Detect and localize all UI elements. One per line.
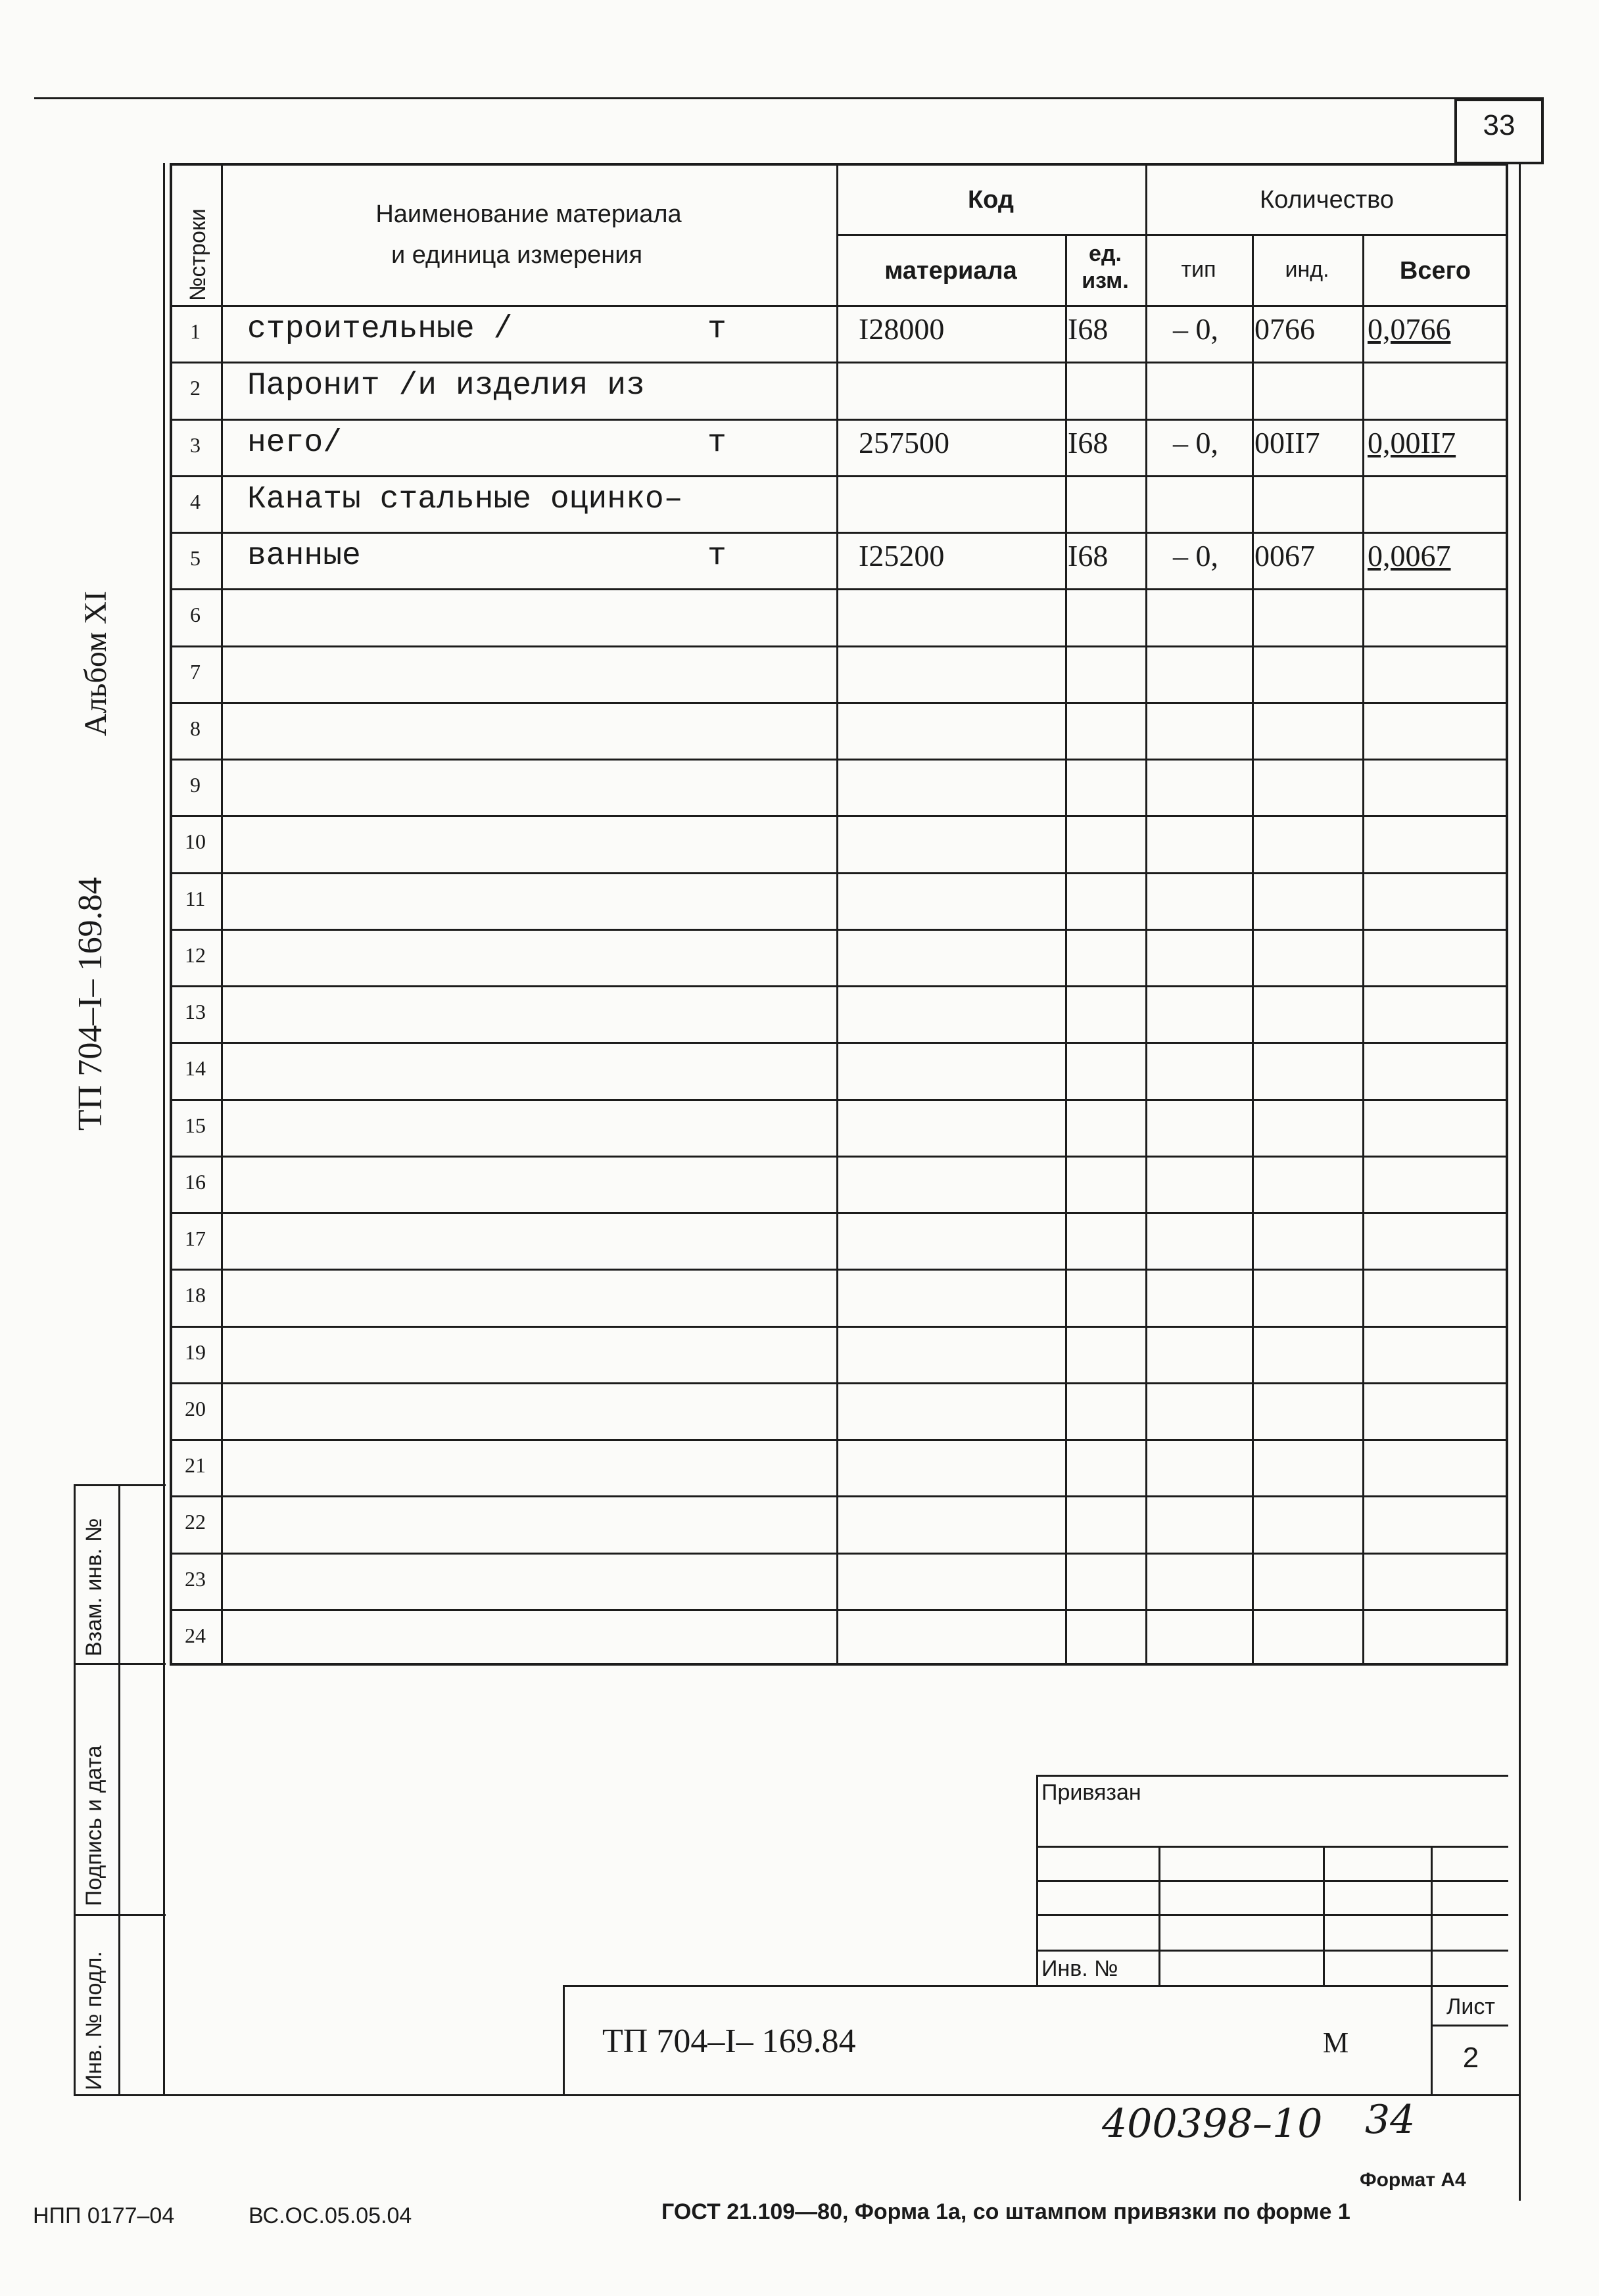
frame-bottom [74,2094,1520,2096]
row-name: Паронит /и изделия из [247,368,645,404]
row-number: 20 [185,1397,206,1420]
stamp-sheet-value: 2 [1462,2042,1479,2074]
row-material-code: 257500 [859,426,949,459]
row-number: 19 [185,1340,206,1364]
row-divider [170,1269,1508,1271]
row-unit-code: I68 [1068,539,1109,573]
row-divider [170,815,1508,817]
frame-left [163,163,165,2096]
row-number: 13 [185,1000,206,1023]
header-name-line2: и единица измерения [391,241,643,269]
row-number: 14 [185,1056,206,1080]
stamp-sheet-label: Лист [1446,1994,1495,2019]
row-unit: т [707,538,727,574]
row-name: него/ [247,425,343,461]
side-album: Альбом XI [78,590,113,736]
format-label: Формат А4 [1360,2169,1466,2191]
footer-left: НПП 0177–04 [33,2203,175,2228]
header-qty-total: Всего [1399,257,1471,285]
row-number: 18 [185,1283,206,1307]
row-divider [170,1495,1508,1497]
row-number: 17 [185,1227,206,1250]
row-number: 22 [185,1510,206,1534]
row-divider [170,419,1508,421]
row-material-code: I25200 [859,539,945,573]
row-number: 1 [190,319,201,343]
row-number: 5 [190,546,201,570]
row-divider [170,985,1508,987]
header-rownum: №строки [185,208,210,301]
row-unit-code: I68 [1068,312,1109,346]
row-divider [170,1212,1508,1214]
header-code-unit: ед. изм. [1082,241,1129,293]
row-number: 12 [185,943,206,967]
header-name-line1: Наименование материала [375,200,682,228]
row-divider [170,588,1508,590]
row-qty-type: – 0, [1173,312,1218,346]
row-divider [170,1042,1508,1044]
row-qty-type: – 0, [1173,426,1218,459]
row-divider [170,1553,1508,1555]
stamp-inv-no: Инв. № [1041,1956,1118,1981]
row-number: 24 [185,1624,206,1647]
row-qty-total: 0,00II7 [1368,426,1456,459]
row-name: строительные / [247,312,513,347]
row-qty-total: 0,0067 [1368,539,1451,573]
handwritten-page: 34 [1365,2097,1416,2143]
row-divider [170,475,1508,477]
row-number: 15 [185,1113,206,1137]
page-number: 33 [1483,109,1515,141]
side-vzam: Взам. инв. № [82,1518,107,1656]
stamp-doc-code: ТП 704–I– 169.84 [602,2023,856,2060]
row-divider [170,1099,1508,1101]
row-divider [170,532,1508,534]
row-divider [170,1609,1508,1611]
row-divider [170,929,1508,931]
row-qty-ind: 00II7 [1254,426,1320,459]
row-name: ванные [247,538,361,574]
row-number: 4 [190,490,201,513]
row-unit: т [707,312,727,347]
footer-mid: ВС.ОС.05.05.04 [249,2203,412,2228]
side-doc-code: ТП 704–I– 169.84 [72,877,109,1131]
row-divider [170,1326,1508,1328]
row-qty-ind: 0766 [1254,312,1315,346]
row-divider [170,872,1508,874]
row-divider [170,645,1508,647]
row-number: 8 [190,716,201,740]
row-number: 6 [190,603,201,626]
row-number: 10 [185,830,206,853]
row-qty-type: – 0, [1173,539,1218,573]
header-code-material: материала [884,257,1017,285]
frame-right [1519,163,1521,2201]
footer-right: ГОСТ 21.109—80, Форма 1а, со штампом привязки по форме 1 [661,2199,1350,2224]
header-qty-type: тип [1181,257,1216,282]
frame-top [34,97,1544,99]
stamp-letter: М [1323,2027,1349,2059]
header-qty-ind: инд. [1285,257,1329,282]
row-number: 3 [190,433,201,457]
row-number: 11 [185,887,206,910]
row-divider [170,1156,1508,1158]
row-divider [170,362,1508,363]
row-divider [170,1382,1508,1384]
row-number: 7 [190,660,201,684]
side-podpis: Подпись и дата [82,1745,107,1906]
row-number: 21 [185,1453,206,1477]
row-number: 23 [185,1567,206,1591]
handwritten-number: 400398–10 [1102,2101,1323,2147]
header-code-group: Код [967,186,1014,214]
row-unit: т [707,425,727,461]
row-number: 2 [190,376,201,400]
row-material-code: I28000 [859,312,945,346]
row-qty-ind: 0067 [1254,539,1315,573]
row-number: 9 [190,773,201,797]
row-unit-code: I68 [1068,426,1109,459]
side-inv-podl: Инв. № подл. [82,1951,107,2090]
row-name: Канаты стальные оцинко– [247,482,683,517]
row-divider [170,702,1508,704]
stamp-privyazan: Привязан [1041,1780,1141,1805]
row-divider [170,759,1508,761]
header-qty-group: Количество [1259,186,1395,214]
row-number: 16 [185,1170,206,1194]
row-divider [170,1439,1508,1441]
row-qty-total: 0,0766 [1368,312,1451,346]
